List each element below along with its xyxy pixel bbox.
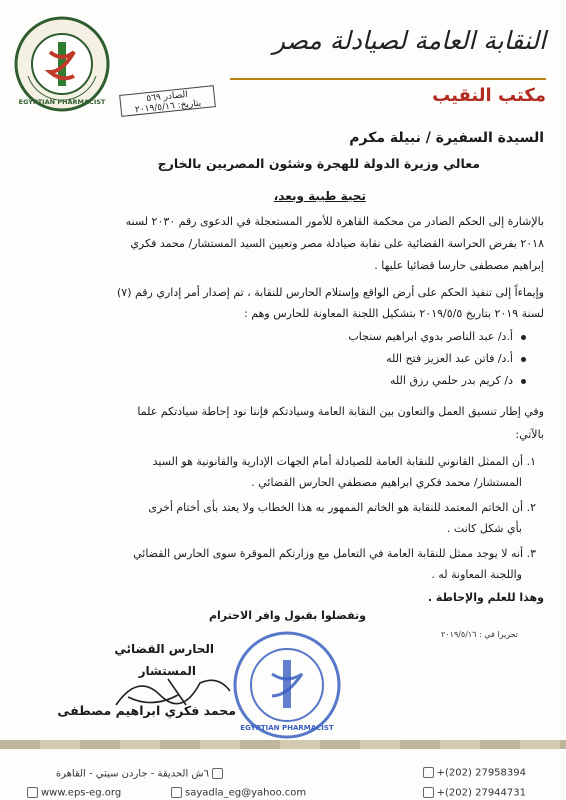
paragraph1-line3: إبراهيم مصطفى حارسا قضائيا عليها . (374, 259, 544, 272)
svg-text:EGYPTIAN PHARMACIST: EGYPTIAN PHARMACIST (240, 724, 334, 732)
ministry: معالي وزيرة الدولة للهجرة وشئون المصريين بالخارج (157, 156, 480, 171)
bullet-icon (521, 379, 526, 384)
recipient: السيدة السفيرة / نبيلة مكرم (349, 130, 544, 146)
footer (0, 740, 566, 800)
header-divider (230, 78, 546, 80)
paragraph1-line2: ٢٠١٨ بفرض الحراسة القضائية على نقابة صيادلة مصر وتعيين السيد المستشار/ محمد فكري (130, 237, 544, 250)
committee-member: د/ كريم بدر حلمي رزق الله (390, 374, 526, 387)
footer-address: ٦ش الحديقة - جاردن سيتي - القاهرة (56, 768, 226, 780)
closing-note: وهذا للعلم والإحاطة . (427, 591, 544, 604)
footer-divider (0, 740, 566, 749)
bullet-icon (521, 357, 526, 362)
date-line: تحريرا في : ٢٠١٩/٥/١٦ (441, 630, 518, 639)
footer-email[interactable]: sayadla_eg@yahoo.com (168, 787, 306, 799)
point-2-line2: بأي شكل كانت . (446, 522, 522, 535)
paragraph2-line1: وإيماءاً إلى تنفيذ الحكم على أرض الواقع وإستلام الحارس للنقابة ، تم إصدار أمر إداري رقم (٧) (116, 286, 544, 299)
paragraph3-line2: بالآتي: (515, 428, 544, 441)
email-icon (171, 787, 182, 798)
footer-website[interactable]: www.eps-eg.org (24, 787, 121, 799)
footer-phone-1: +(202) 27958394 (420, 767, 526, 779)
point-3-line1: ٣. أنه لا يوجد ممثل للنقابة العامة في التعامل مع وزارتكم الموقرة سوى الحارس القضائي (133, 547, 536, 560)
organization-title: النقابة العامة لصيادلة مصر (272, 26, 546, 55)
greeting: تحية طيبة وبعد، (273, 189, 366, 203)
outgoing-reference-box (119, 85, 216, 117)
committee-member: أ.د/ عبد الناصر بدوي ابراهيم سنجاب (348, 330, 526, 343)
point-1-line1: ١. أن الممثل القانوني للنقابة العامة للصيادلة أمام الجهات الإدارية والقانونية هو السيد (152, 455, 536, 468)
syndicate-stamp (232, 630, 342, 740)
office-title: مكتب النقيب (432, 85, 546, 106)
closing-regards: وتفضلوا بقبول وافر الاحترام (208, 609, 366, 622)
paragraph1-line1: بالإشارة إلى الحكم الصادر من محكمة القاهرة للأمور المستعجلة في الدعوى رقم ٢٠٣٠ لسنه (125, 215, 544, 228)
phone-icon (423, 767, 434, 778)
signatory-name: محمد فكري ابراهيم مصطفى (57, 703, 236, 718)
ref-number: الصادر ٥٦٩ (145, 89, 189, 105)
paragraph3-line1: وفي إطار تنسيق العمل والتعاون بين النقابة العامة وسيادتكم فإننا نود إحاطة سيادتكم علما (137, 405, 544, 418)
syndicate-logo (14, 16, 110, 112)
point-2-line1: ٢. أن الخاتم المعتمد للنقابة هو الخاتم الممهور به هذا الخطاب ولا يعتد بأى أختام أخرى (148, 501, 536, 514)
globe-icon (27, 787, 38, 798)
home-icon (212, 768, 223, 779)
svg-text:EGYPTIAN PHARMACIST: EGYPTIAN PHARMACIST (18, 98, 106, 106)
signature-title: الحارس القضائي (114, 642, 214, 656)
ref-date: بتاريخ: ٢٠١٩/٥/١٦ (134, 98, 202, 116)
footer-phone-2: +(202) 27944731 (420, 787, 526, 799)
fax-icon (423, 787, 434, 798)
point-3-line2: واللجنة المعاونة له . (431, 568, 522, 581)
bullet-icon (521, 335, 526, 340)
point-1-line2: المستشار/ محمد فكري ابراهيم مصطفي الحارس القضائي . (251, 476, 522, 489)
paragraph2-line2: لسنة ٢٠١٩ بتاريخ ٢٠١٩/٥/٥ بتشكيل اللجنة المعاونة للحارس وهم : (244, 307, 544, 320)
signature-rank: المستشار (138, 664, 196, 678)
committee-member: أ.د/ فاتن عبد العزيز فتح الله (386, 352, 526, 365)
